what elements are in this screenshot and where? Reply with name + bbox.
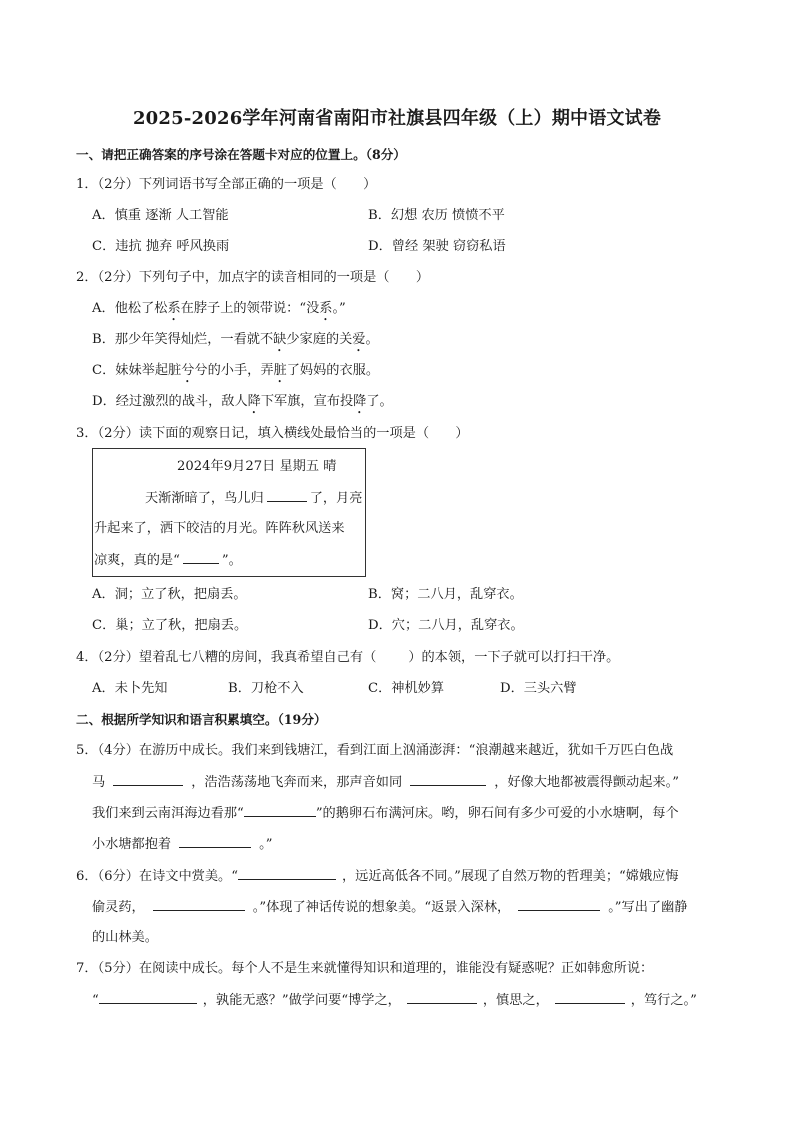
question-6-line-2: 偷灵药， 。”体现了神话传说的想象美。“返景入深林， 。”写出了幽静 <box>92 900 688 915</box>
question-5-line-3: 我们来到云南洱海边看那“ ”的鹅卵石布满河床。哟，卵石间有多少可爱的小水塘啊，每个 <box>92 806 679 821</box>
q1-option-b: B．幻想 农历 愤愤不平 <box>368 208 505 223</box>
diary-box <box>92 448 366 577</box>
diary-line-2: 升起来了，洒下皎洁的月光。阵阵秋风送来 <box>94 521 345 536</box>
question-6-line-3: 的山林美。 <box>92 930 158 945</box>
diary-date: 2024年9月27日 星期五 晴 <box>177 459 337 474</box>
q2-option-c: C．妹妹举起脏兮兮的小手，弄脏了妈妈的衣服。 <box>92 363 380 378</box>
q1-option-d: D．曾经 架驶 窃窃私语 <box>368 239 506 254</box>
q2-option-a: A．他松了松系在脖子上的领带说：“没系。” <box>92 301 346 316</box>
q4-option-d: D．三头六臂 <box>500 681 577 696</box>
question-3-stem: 3．（2分）读下面的观察日记，填入横线处最恰当的一项是（ ） <box>76 426 469 441</box>
q3-option-b: B．窝；二八月，乱穿衣。 <box>368 587 523 602</box>
answer-blank <box>179 835 251 848</box>
question-2-stem: 2．（2分）下列句子中，加点字的读音相同的一项是（ ） <box>76 270 430 285</box>
dotted-char: 兮 <box>181 363 195 378</box>
question-1-stem: 1．（2分）下列词语书写全部正确的一项是（ ） <box>76 177 377 192</box>
answer-blank <box>518 898 600 911</box>
q4-option-c: C．神机妙算 <box>368 681 445 696</box>
answer-blank <box>407 991 477 1004</box>
q4-option-b: B．刀枪不入 <box>228 681 304 696</box>
dotted-char: 降 <box>247 394 261 409</box>
diary-line-3: 凉爽，真的是“ ”。 <box>94 553 242 568</box>
question-5-line-1: 5．（4分）在游历中成长。我们来到钱塘江，看到江面上汹涌澎湃：“浪潮越来越近，犹如千万匹白色战 <box>76 743 674 758</box>
answer-blank <box>410 773 486 786</box>
q4-option-a: A．未卜先知 <box>92 681 168 696</box>
dotted-char: 系 <box>319 301 333 316</box>
answer-blank <box>153 898 245 911</box>
dotted-char: 脏 <box>273 363 287 378</box>
q3-option-c: C．巢；立了秋，把扇丢。 <box>92 618 248 633</box>
answer-blank <box>244 804 316 817</box>
q2-option-b: B．那少年笑得灿烂，一看就不缺少家庭的关爱。 <box>92 332 379 347</box>
question-5-line-4: 小水塘都抱着 。” <box>92 837 273 852</box>
diary-line-1: 天渐渐暗了，鸟儿归 了，月亮 <box>145 491 363 506</box>
question-5-line-2: 马 ，浩浩荡荡地飞奔而来，那声音如同 ，好像大地都被震得颤动起来。” <box>92 775 679 790</box>
question-6-line-1: 6．（6分）在诗文中赏美。“ ，远近高低各不同。”展现了自然万物的哲理美；“嫦娥应悔 <box>76 869 679 884</box>
answer-blank <box>99 991 197 1004</box>
question-7-line-1: 7．（5分）在阅读中成长。每个人不是生来就懂得知识和道理的，谁能没有疑惑呢？正如韩愈所说： <box>76 961 654 976</box>
dotted-char: 爱 <box>352 332 366 347</box>
q3-option-d: D．穴；二八月，乱穿衣。 <box>368 618 524 633</box>
dotted-char: 缺 <box>273 332 287 347</box>
section-1-heading: 一、请把正确答案的序号涂在答题卡对应的位置上。（8分） <box>76 147 406 162</box>
q1-option-c: C．违抗 抛弃 呼风换雨 <box>92 239 230 254</box>
question-4-stem: 4．（2分）望着乱七八糟的房间，我真希望自己有（ ）的本领，一下子就可以打扫干净。 <box>76 650 620 665</box>
question-7-line-2: “ ，孰能无惑？”做学问要“博学之， ，慎思之， ，笃行之。” <box>92 993 697 1008</box>
page-title: 2025-2026学年河南省南阳市社旗县四年级（上）期中语文试卷 <box>132 108 662 129</box>
q3-option-a: A．洞；立了秋，把扇丢。 <box>92 587 247 602</box>
answer-blank <box>183 551 219 564</box>
answer-blank <box>267 489 307 502</box>
answer-blank <box>113 773 183 786</box>
dotted-char: 系 <box>167 301 181 316</box>
section-2-heading: 二、根据所学知识和语言积累填空。（19分） <box>76 712 327 727</box>
dotted-char: 降 <box>353 394 367 409</box>
answer-blank <box>238 867 336 880</box>
q2-option-d: D．经过激烈的战斗，敌人降下军旗，宣布投降了。 <box>92 394 393 409</box>
q1-option-a: A．慎重 逐渐 人工智能 <box>92 208 229 223</box>
answer-blank <box>555 991 625 1004</box>
